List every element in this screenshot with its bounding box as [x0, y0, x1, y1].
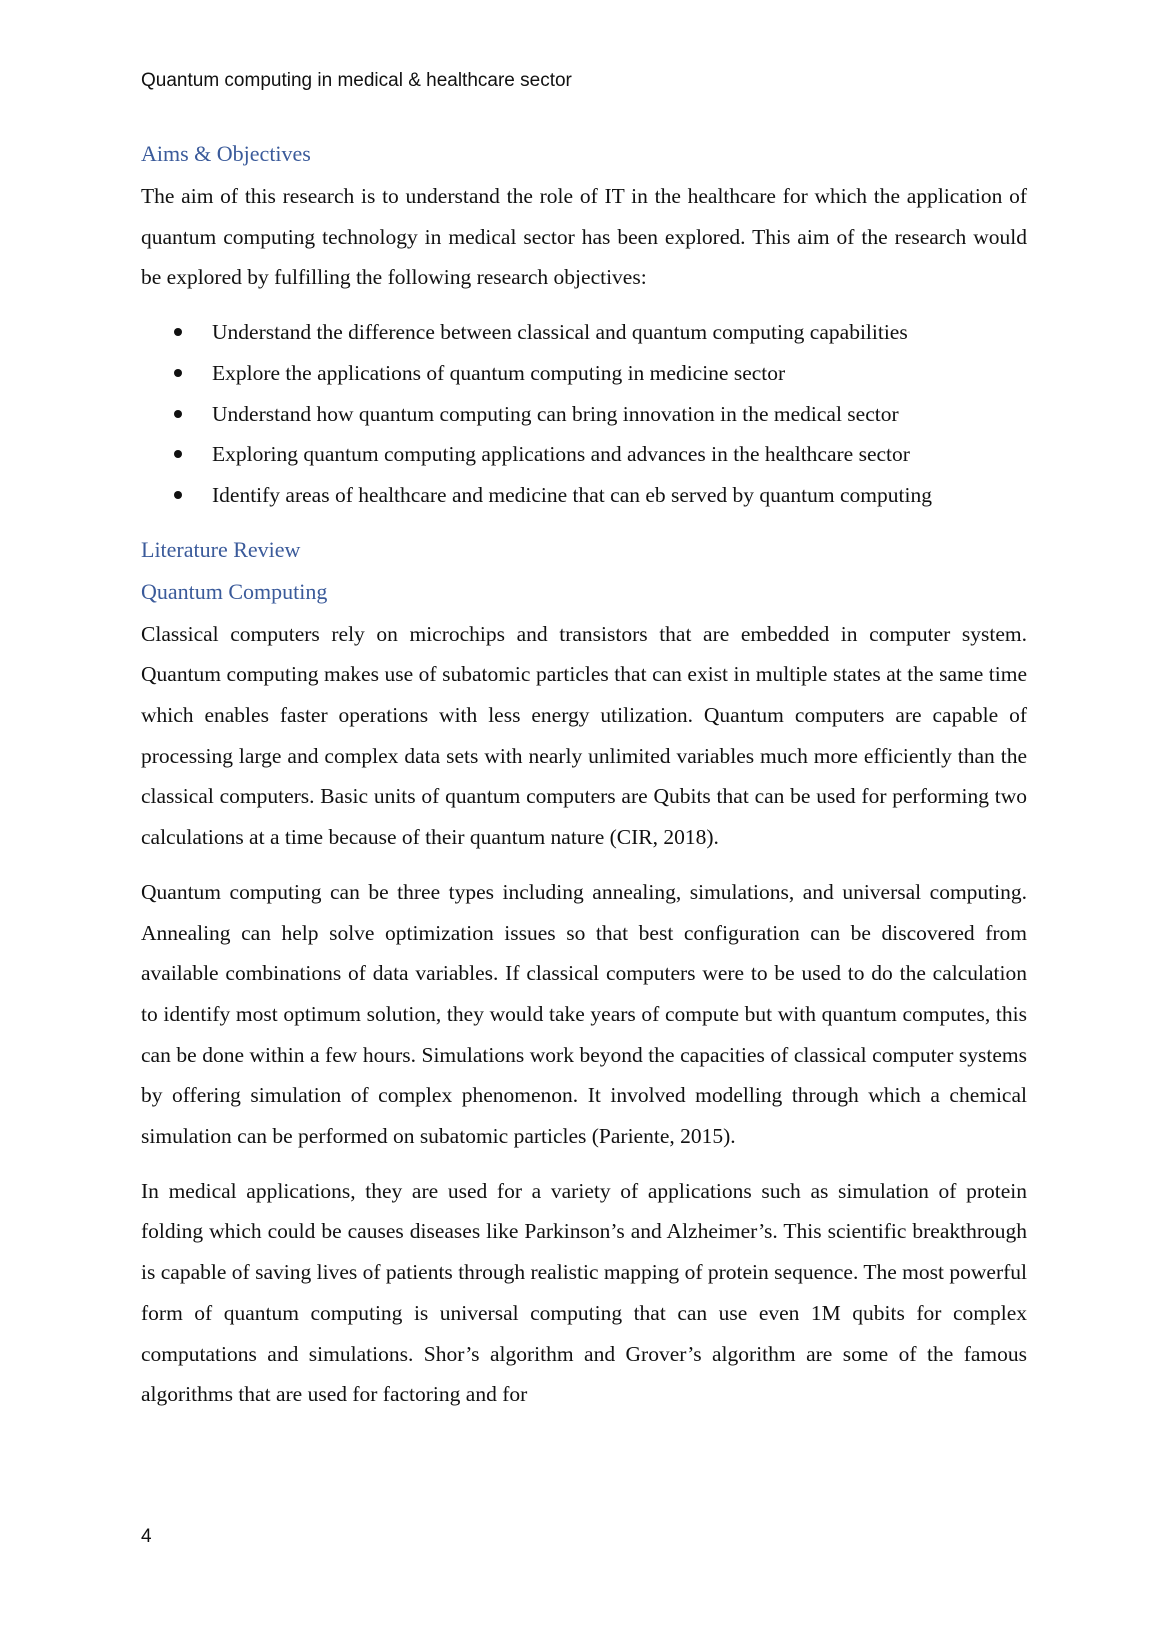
list-item	[141, 394, 1027, 435]
running-header: Quantum computing in medical & healthcare sector	[141, 70, 572, 91]
list-item	[141, 475, 1027, 516]
bullet-icon	[174, 450, 182, 458]
bullet-icon	[174, 410, 182, 418]
list-item-text: Understand how quantum computing can bring innovation in the medical sector	[212, 401, 899, 426]
list-item-text: Identify areas of healthcare and medicine that can eb served by quantum computing	[212, 482, 932, 507]
list-item	[141, 312, 1027, 353]
quantum-paragraph-3: In medical applications, they are used for a variety of applications such as simulation of protein folding which could be causes diseases like Parkinson’s and Alzheimer’s. This scientific breakthrough is capable of saving lives of patients through realistic mapping of protein sequence. The most powerful form of quantum computing is universal computing that can use even 1M qubits for complex computations and simulations. Shor’s algorithm and Grover’s algorithm are some of the famous algorithms that are used for factoring and for	[141, 1178, 1027, 1407]
page-number: 4	[141, 1526, 152, 1547]
quantum-paragraph-1: Classical computers rely on microchips and transistors that are embedded in computer system. Quantum computing makes use of subatomic particles that can exist in multiple states at the same time which enables faster operations with less energy utilization. Quantum computers are capable of processing large and complex data sets with nearly unlimited variables much more efficiently than the classical computers. Basic units of quantum computers are Qubits that can be used for performing two calculations at a time because of their quantum nature (CIR, 2018).	[141, 621, 1027, 850]
list-item-text: Exploring quantum computing applications and advances in the healthcare sector	[212, 442, 910, 467]
page-content	[141, 138, 1027, 1415]
bullet-icon	[174, 328, 182, 336]
aims-objectives-heading: Aims & Objectives	[141, 141, 311, 166]
aims-paragraph: The aim of this research is to understand the role of IT in the healthcare for which the application of quantum computing technology in medical sector has been explored. This aim of the research would be explored by fulfilling the following research objectives:	[141, 184, 1027, 290]
objectives-list	[141, 312, 1027, 516]
bullet-icon	[174, 491, 182, 499]
bullet-icon	[174, 369, 182, 377]
quantum-paragraph-2: Quantum computing can be three types including annealing, simulations, and universal computing. Annealing can help solve optimization issues so that best configuration can be discovered from available combinations of data variables. If classical computers were to be used to do the calculation to identify most optimum solution, they would take years of compute but with quantum computes, this can be done within a few hours. Simulations work beyond the capacities of classical computer systems by offering simulation of complex phenomenon. It involved modelling through which a chemical simulation can be performed on subatomic particles (Pariente, 2015).	[141, 879, 1027, 1149]
quantum-computing-heading: Quantum Computing	[141, 578, 328, 604]
literature-review-heading: Literature Review	[141, 536, 301, 562]
list-item-text: Explore the applications of quantum computing in medicine sector	[212, 360, 786, 385]
list-item-text: Understand the difference between classical and quantum computing capabilities	[212, 320, 908, 345]
list-item	[141, 434, 1027, 475]
list-item	[141, 353, 1027, 394]
